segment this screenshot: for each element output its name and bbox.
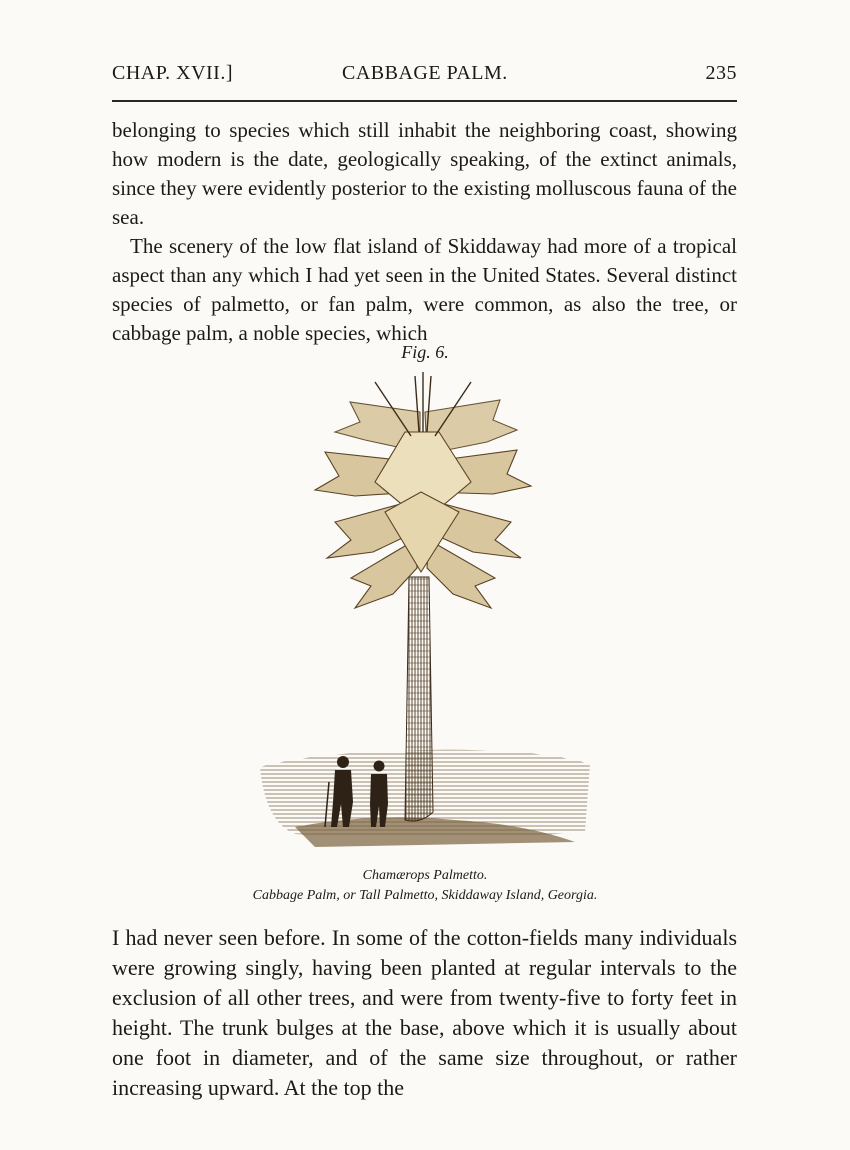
- body-text-top: [112, 116, 737, 348]
- body-text-bottom: [112, 923, 737, 1103]
- figure-label: Fig. 6.: [401, 342, 449, 362]
- chapter-marker: CHAP. XVII.]: [112, 62, 233, 84]
- paragraph: I had never seen before. In some of the cotton-fields many individuals were growing singly, having been planted at regular intervals to the exclusion of all other trees, and were from twenty-five to forty feet in height. The trunk bulges at the base, above which it is usually about one foot in diameter, and of the same size throughout, or rather increasing upward. At the top the: [112, 925, 737, 1100]
- palm-trunk: [405, 577, 433, 821]
- cabbage-palm-engraving: [255, 372, 595, 862]
- figure-caption-species: Chamærops Palmetto.: [362, 868, 488, 883]
- figure-caption-description: Cabbage Palm, or Tall Palmetto, Skiddaway Island, Georgia.: [252, 888, 598, 903]
- paragraph: The scenery of the low flat island of Skiddaway had more of a tropical aspect than any which I had yet seen in the United States. Several distinct species of palmetto, or fan palm, were common, as also the tree, or cabbage palm, a noble species, which: [112, 234, 737, 345]
- paragraph: belonging to species which still inhabit the neighboring coast, showing how modern is the date, geologically speaking, of the extinct animals, since they were evidently posterior to the existing molluscous fauna of the sea.: [112, 118, 737, 229]
- header-rule: [112, 100, 737, 102]
- page-number: 235: [705, 62, 737, 84]
- running-title: CABBAGE PALM.: [342, 62, 508, 84]
- running-head: [112, 62, 737, 92]
